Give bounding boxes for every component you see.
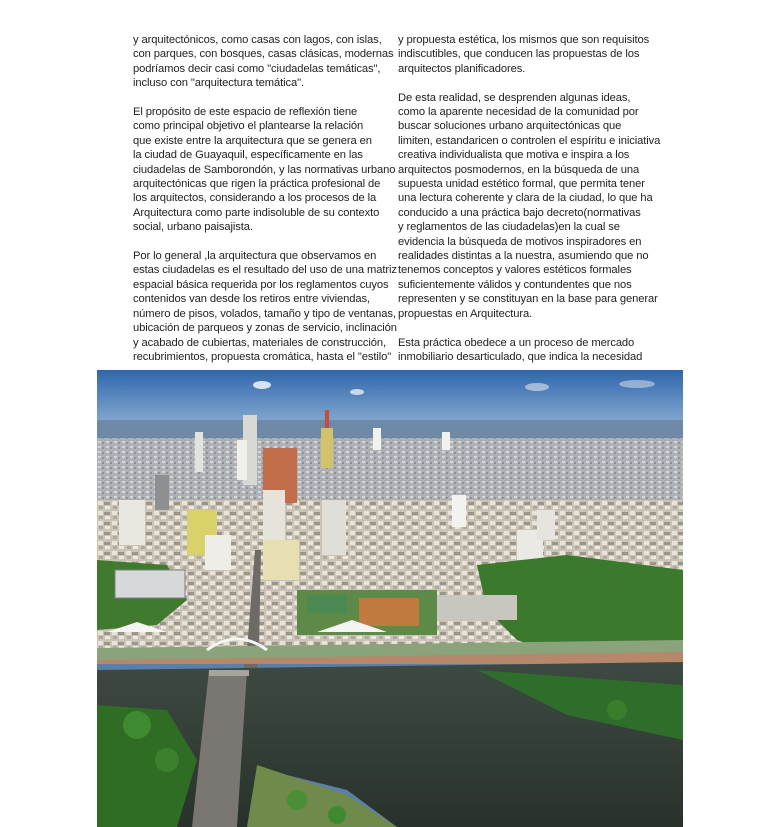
text-line: arquitectos planificadores. — [398, 62, 526, 75]
text-line: creativa individualista que motiva e inspira a los — [398, 149, 630, 162]
text-line: suficientemente válidos y contundentes que nos — [398, 278, 632, 291]
text-line: espacial básica requerida por los reglamentos cuyos — [133, 278, 389, 291]
text-column-right — [398, 33, 661, 379]
paragraph — [133, 249, 397, 364]
text-line: y acabado de cubiertas, materiales de construcción, — [133, 336, 386, 349]
text-line: y reglamentos de las ciudadelas)en la cual se — [398, 221, 620, 234]
aerial-city-photo — [97, 370, 683, 827]
text-line: Por lo general ,la arquitectura que observamos en — [133, 250, 377, 263]
text-line: la ciudad de Guayaquil, específicamente en las — [133, 149, 363, 162]
text-line: con parques, con bosques, casas clásicas, modernas — [133, 48, 394, 61]
text-line: tenemos conceptos y valores estéticos formales — [398, 264, 632, 277]
text-line: como la aparente necesidad de la comunidad por — [398, 106, 639, 119]
text-line: los arquitectos, considerando a los procesos de la — [133, 192, 377, 205]
text-line: Esta práctica obedece a un proceso de mercado — [398, 336, 635, 349]
text-line: arquitectónicas que rigen la práctica profesional de — [133, 178, 381, 191]
text-line: que existe entre la arquitectura que se genera en — [133, 134, 372, 147]
text-line: social, urbano paisajista. — [133, 221, 253, 234]
text-line: ubicación de parqueos y zonas de servicio, inclinación — [133, 322, 397, 335]
text-line: evidencia la búsqueda de motivos inspiradores en — [398, 235, 642, 248]
text-line: propuestas en Arquitectura. — [398, 307, 533, 320]
text-line: buscar soluciones urbano arquitectónicas que — [398, 120, 622, 133]
photo-illustration — [97, 370, 683, 827]
text-line: representen y se constituyan en la base para generar — [398, 293, 658, 306]
text-line: limiten, estandaricen o controlen el espíritu e iniciativa — [398, 134, 661, 147]
paragraph — [133, 33, 394, 91]
text-line: contenidos van desde los retiros entre viviendas, — [133, 293, 371, 306]
paragraph — [398, 336, 650, 365]
text-line: De esta realidad, se desprenden algunas ideas, — [398, 91, 631, 104]
text-line: arquitectos posmodernos, en la búsqueda de una — [398, 163, 640, 176]
paragraph — [133, 105, 396, 235]
text-line: una lectura coherente y clara de la ciudad, lo que ha — [398, 192, 653, 205]
text-line: indiscutibles, que conducen las propuestas de los — [398, 48, 640, 61]
text-column-left — [133, 33, 397, 379]
text-line: realidades distintas a la nuestra, asumiendo que no — [398, 250, 649, 263]
text-line: inmobiliario desarticulado, que indica la necesidad — [398, 350, 643, 363]
paragraph — [398, 33, 650, 76]
text-line: y arquitectónicos, como casas con lagos, con islas, — [133, 34, 382, 46]
text-line: ciudadelas de Samborondón, y las normativas urbano — [133, 163, 396, 176]
text-line: número de pisos, volados, tamaño y tipo de ventanas, — [133, 307, 396, 320]
text-line: supuesta unidad estético formal, que permita tener — [398, 178, 645, 191]
text-line: Arquitectura como parte indisoluble de su contexto — [133, 206, 380, 219]
text-line: como principal objetivo el plantearse la relación — [133, 120, 364, 133]
text-line: podríamos decir casi como "ciudadelas temáticas", — [133, 62, 381, 75]
text-line: conducido a una práctica bajo decreto(normativas — [398, 206, 641, 219]
text-line: incluso con "arquitectura temática". — [133, 77, 304, 90]
text-line: y propuesta estética, los mismos que son requisitos — [398, 34, 650, 46]
paragraph — [398, 91, 661, 322]
text-line: El propósito de este espacio de reflexión tiene — [133, 106, 358, 119]
text-line: recubrimientos, propuesta cromática, hasta el "estilo" — [133, 350, 392, 363]
text-line: estas ciudadelas es el resultado del uso de una matriz — [133, 264, 397, 277]
